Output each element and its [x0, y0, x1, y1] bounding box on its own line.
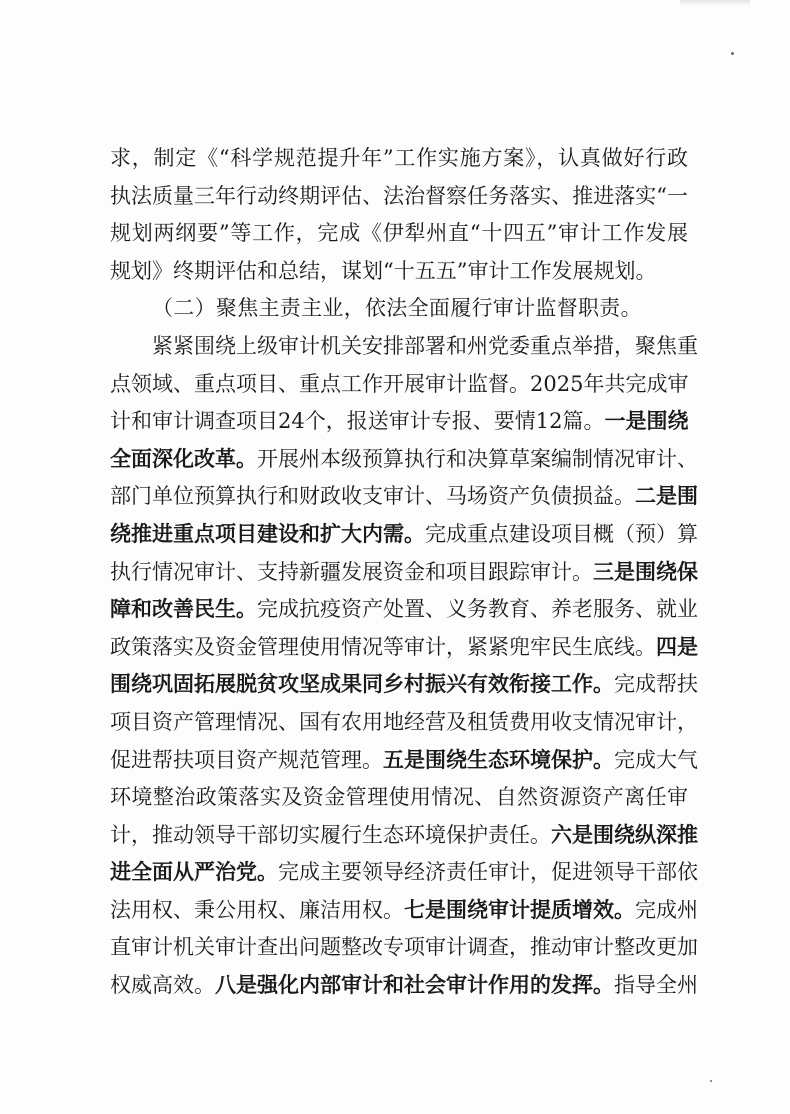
- text-run: 开展州本级预算执行和决算草案编制情况审计、: [257, 446, 698, 471]
- scan-speck: [731, 52, 734, 55]
- text-run: 完成抗疫资产处置、义务教育、养老服务、就业: [257, 597, 698, 622]
- text-line: [110, 742, 698, 780]
- text-line: 规划》终期评估和总结，谋划“十五五”审计工作发展规划。: [110, 258, 657, 283]
- text-line: 环境整治政策落实及资金管理使用情况、自然资源资产离任审: [110, 785, 688, 810]
- document-body: [110, 140, 698, 1005]
- text-run: 计，推动领导干部切实履行生态环境保护责任。: [110, 822, 551, 847]
- text-line: [110, 516, 698, 554]
- text-line: [110, 403, 688, 441]
- text-run: 指导全州: [614, 973, 698, 998]
- text-line: [110, 854, 698, 892]
- bold-run: 围绕巩固拓展脱贫攻坚成果同乡村振兴有效衔接工作。: [110, 672, 614, 697]
- text-line: 紧紧围绕上级审计机关安排部署和州党委重点举措，聚焦重: [152, 333, 698, 358]
- text-line: [110, 892, 698, 930]
- bold-run: 七是围绕审计提质增效。: [404, 897, 635, 922]
- bold-run: 六是围绕纵深推: [551, 822, 698, 847]
- bold-run: 三是围绕保: [593, 559, 698, 584]
- section-heading: （二）聚焦主责主业，依法全面履行审计监督职责。: [152, 296, 642, 321]
- text-run: 计和审计调查项目24个，报送审计专报、要情12篇。: [110, 409, 605, 434]
- bold-run: 全面深化改革。: [110, 446, 257, 471]
- bold-run: 四是: [656, 634, 698, 659]
- text-run: 部门单位预算执行和财政收支审计、马场资产负债损益。: [110, 484, 635, 509]
- text-run: 完成重点建设项目概（预）算: [425, 521, 698, 546]
- bold-run: 八是强化内部审计和社会审计作用的发挥。: [215, 973, 614, 998]
- text-line: [110, 554, 698, 592]
- text-run: 促进帮扶项目资产规范管理。: [110, 747, 383, 772]
- text-run: 完成州: [635, 897, 698, 922]
- text-line: [110, 967, 698, 1005]
- text-run: 政策落实及资金管理使用情况等审计，紧紧兜牢民生底线。: [110, 634, 656, 659]
- bold-run: 一是围绕: [604, 409, 689, 434]
- text-line: [110, 817, 698, 855]
- text-run: 权威高效。: [110, 973, 215, 998]
- text-line: 规划两纲要”等工作，完成《伊犁州直“十四五”审计工作发展: [110, 221, 688, 246]
- bold-run: 进全面从严治党。: [110, 860, 278, 885]
- text-run: 法用权、秉公用权、廉洁用权。: [110, 897, 404, 922]
- text-line: [110, 629, 698, 667]
- text-run: 执行情况审计、支持新疆发展资金和项目跟踪审计。: [110, 559, 593, 584]
- bold-run: 五是围绕生态环境保护。: [383, 747, 614, 772]
- bold-run: 障和改善民生。: [110, 597, 257, 622]
- bold-run: 绕推进重点项目建设和扩大内需。: [110, 521, 425, 546]
- text-line: 直审计机关审计查出问题整改专项审计调查，推动审计整改更加: [110, 935, 698, 960]
- text-line: 项目资产管理情况、国有农用地经营及租赁费用收支情况审计，: [110, 709, 698, 734]
- text-run: 完成大气: [614, 747, 698, 772]
- text-run: 完成主要领导经济责任审计，促进领导干部依: [278, 860, 698, 885]
- text-line: [110, 666, 698, 704]
- text-line: [110, 478, 698, 516]
- text-line: 点领域、重点项目、重点工作开展审计监督。2025年共完成审: [110, 371, 689, 396]
- scan-smudge: [680, 0, 750, 6]
- text-line: [110, 591, 698, 629]
- text-line: [110, 441, 698, 479]
- bold-run: 二是围: [635, 484, 698, 509]
- text-line: 执法质量三年行动终期评估、法治督察任务落实、推进落实“一: [110, 183, 688, 208]
- scan-speck: [710, 1080, 712, 1082]
- text-line: 求，制定《“科学规范提升年”工作实施方案》，认真做好行政: [110, 146, 688, 170]
- text-run: 完成帮扶: [614, 672, 698, 697]
